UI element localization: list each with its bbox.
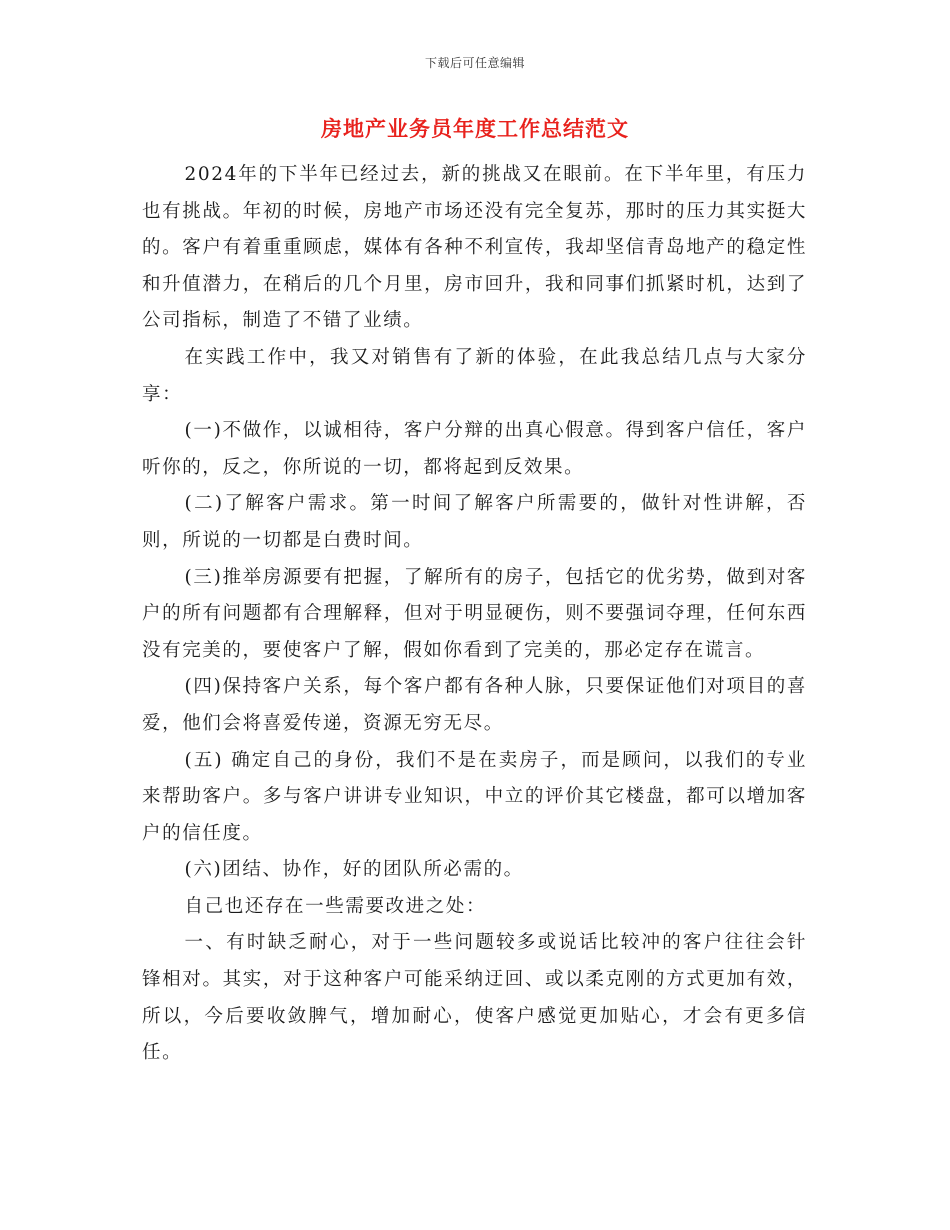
- paragraph-point-5: (五) 确定自己的身份，我们不是在卖房子，而是顾问，以我们的专业来帮助客户。多与客户讲讲专业知识，中立的评价其它楼盘，都可以增加客户的信任度。: [142, 749, 807, 844]
- paragraph-improvements-heading: 自己也还存在一些需要改进之处：: [184, 895, 487, 917]
- paragraph-point-6: (六)团结、协作，好的团队所必需的。: [184, 859, 524, 881]
- document-body: [142, 157, 807, 1072]
- paragraph-experience: 在实践工作中，我又对销售有了新的体验，在此我总结几点与大家分享：: [142, 346, 807, 405]
- paragraph-point-4: (四)保持客户关系，每个客户都有各种人脉，只要保证他们对项目的喜爱，他们会将喜爱传递，资源无穷无尽。: [142, 676, 807, 734]
- document-title: 房地产业务员年度工作总结范文: [321, 116, 629, 141]
- paragraph-intro: 2024年的下半年已经过去，新的挑战又在眼前。在下半年里，有压力也有挑战。年初的时候，房地产市场还没有完全复苏，那时的压力其实挺大的。客户有着重重顾虑，媒体有各种不利宣传，我却坚信青岛地产的稳定性和升值潜力，在稍后的几个月里，房市回升，我和同事们抓紧时机，达到了公司指标，制造了不错了业绩。: [142, 164, 807, 332]
- paragraph-point-2: (二)了解客户需求。第一时间了解客户所需要的，做针对性讲解，否则，所说的一切都是白费时间。: [142, 493, 807, 551]
- paragraph-point-1: (一)不做作，以诚相待，客户分辩的出真心假意。得到客户信任，客户听你的，反之，你所说的一切，都将起到反效果。: [142, 420, 807, 478]
- paragraph-improvement-1: 一、有时缺乏耐心，对于一些问题较多或说话比较冲的客户往往会针锋相对。其实，对于这种客户可能采纳迂回、或以柔克刚的方式更加有效，所以，今后要收敛脾气，增加耐心，使客户感觉更加贴心，才会有更多信任。: [142, 932, 807, 1064]
- paragraph-point-3: (三)推举房源要有把握，了解所有的房子，包括它的优劣势，做到对客户的所有问题都有合理解释，但对于明显硬伤，则不要强词夺理，任何东西没有完美的，要使客户了解，假如你看到了完美的，那必定存在谎言。: [142, 566, 807, 661]
- header-note: 下载后可任意编辑: [424, 56, 525, 70]
